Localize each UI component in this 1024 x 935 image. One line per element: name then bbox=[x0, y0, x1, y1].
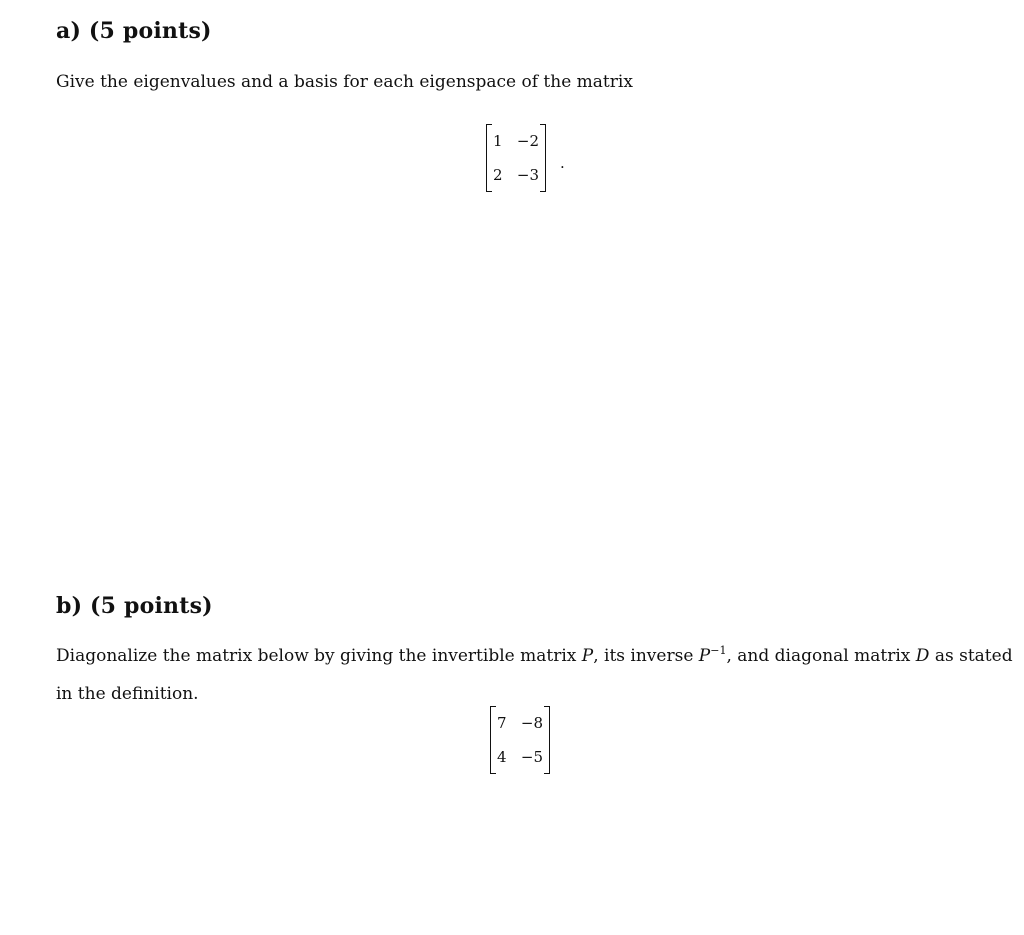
var-p: P bbox=[581, 646, 594, 666]
prompt-text: as stated bbox=[929, 646, 1013, 666]
part-b-heading: b) (5 points) bbox=[56, 593, 213, 619]
matrix-cell: 7 bbox=[497, 714, 507, 732]
var-d: D bbox=[915, 646, 930, 666]
part-a-heading: a) (5 points) bbox=[56, 18, 212, 44]
part-a-matrix bbox=[486, 124, 546, 192]
prompt-text: , and diagonal matrix bbox=[726, 646, 916, 666]
part-b-prompt bbox=[56, 646, 1013, 666]
matrix-right-bracket bbox=[544, 706, 550, 774]
part-a-prompt: Give the eigenvalues and a basis for each eigenspace of the matrix bbox=[56, 72, 633, 92]
matrix-period: . bbox=[560, 154, 565, 172]
matrix-cell: −2 bbox=[516, 132, 539, 150]
matrix-cell: 1 bbox=[493, 132, 503, 150]
matrix-cell: −5 bbox=[520, 748, 543, 766]
part-b-matrix bbox=[490, 706, 550, 774]
matrix-cell: 4 bbox=[497, 748, 507, 766]
matrix-cell: −8 bbox=[520, 714, 543, 732]
matrix-cell: −3 bbox=[516, 166, 539, 184]
var-p-inverse: P bbox=[698, 646, 711, 666]
matrix-cell: 2 bbox=[493, 166, 503, 184]
prompt-text: Diagonalize the matrix below by giving the invertible matrix bbox=[56, 646, 582, 666]
matrix-right-bracket bbox=[540, 124, 546, 192]
inverse-exponent: −1 bbox=[710, 644, 727, 657]
prompt-text: , its inverse bbox=[593, 646, 699, 666]
part-b-prompt-line2: in the definition. bbox=[56, 684, 199, 704]
